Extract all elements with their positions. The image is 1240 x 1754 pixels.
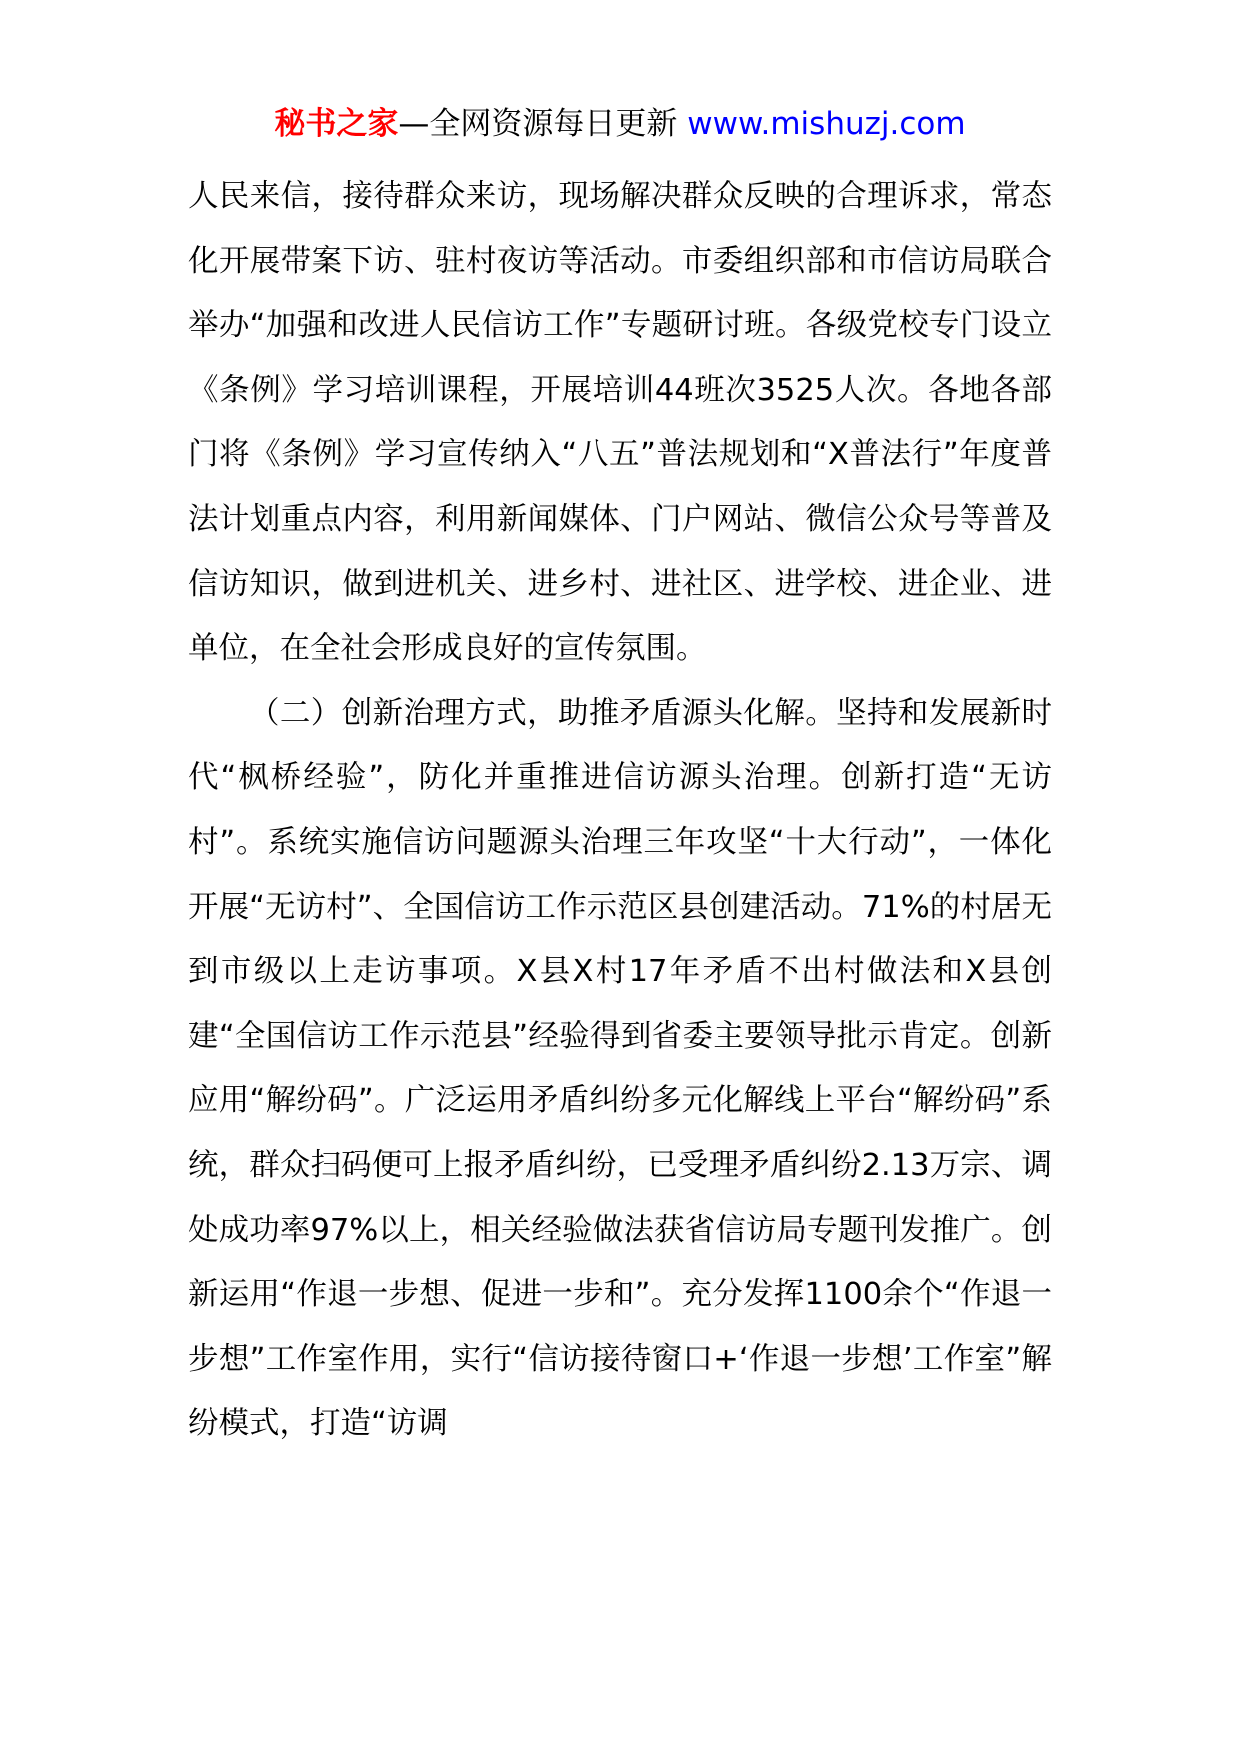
- document-body: [188, 165, 1052, 1457]
- site-url-link[interactable]: www.mishuzj.com: [687, 106, 966, 142]
- header-tagline: —全网资源每日更新: [398, 106, 678, 142]
- brand-name: 秘书之家: [274, 106, 399, 142]
- paragraph-section-two: （二）创新治理方式，助推矛盾源头化解。坚持和发展新时代“枫桥经验”，防化并重推进信访源头治理。创新打造“无访村”。系统实施信访问题源头治理三年攻坚“十大行动”，一体化开展“无访村”、全国信访工作示范区县创建活动。71%的村居无到市级以上走访事项。X县X村17年矛盾不出村做法和X县创建“全国信访工作示范县”经验得到省委主要领导批示肯定。创新应用“解纷码”。广泛运用矛盾纠纷多元化解线上平台“解纷码”系统，群众扫码便可上报矛盾纠纷，已受理矛盾纠纷2.13万宗、调处成功率97%以上，相关经验做法获省信访局专题刊发推广。创新运用“作退一步想、促进一步和”。充分发挥1100余个“作退一步想”工作室作用，实行“信访接待窗口+‘作退一步想’工作室”解纷模式，打造“访调: [188, 695, 1052, 1442]
- paragraph-continued: 人民来信，接待群众来访，现场解决群众反映的合理诉求，常态化开展带案下访、驻村夜访等活动。市委组织部和市信访局联合举办“加强和改进人民信访工作”专题研讨班。各级党校专门设立《条例》学习培训课程，开展培训44班次3525人次。各地各部门将《条例》学习宣传纳入“八五”普法规划和“X普法行”年度普法计划重点内容，利用新闻媒体、门户网站、微信公众号等普及信访知识，做到进机关、进乡村、进社区、进学校、进企业、进单位，在全社会形成良好的宣传氛围。: [188, 179, 1052, 667]
- site-header: [0, 104, 1240, 144]
